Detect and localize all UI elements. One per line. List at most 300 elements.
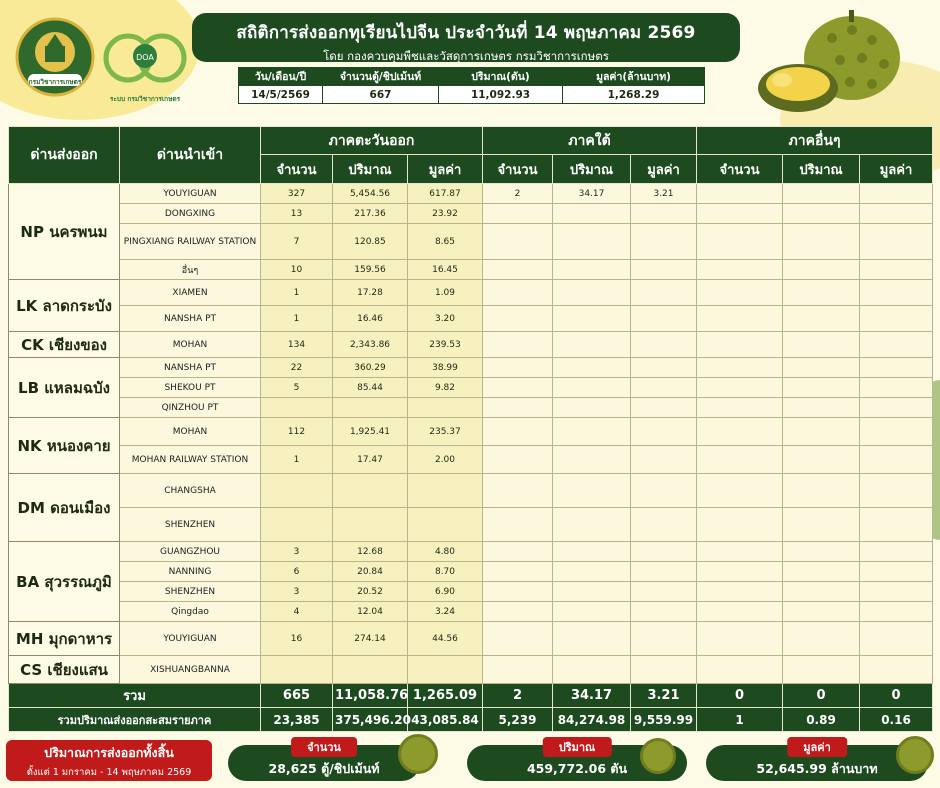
subheader-count: จำนวน [697,155,783,184]
value-cell [631,280,697,306]
count-cell [697,378,783,398]
value-cell [631,398,697,418]
volume-cell [783,656,860,684]
volume-cell [333,398,408,418]
department-logo [14,16,96,98]
count-cell [261,508,333,542]
export-port-name: NK หนองคาย [9,418,120,474]
value-cell [408,398,483,418]
value-cell [408,656,483,684]
table-row [9,306,933,332]
count-cell [697,280,783,306]
subheader-value: มูลค่า [408,155,483,184]
count-cell: 16 [261,622,333,656]
volume-cell: 1,925.41 [333,418,408,446]
ytd-value-value: 52,645.99 ล้านบาท [756,761,878,776]
table-row [9,332,933,358]
subheader-count: จำนวน [483,155,553,184]
ytd-value-pill [706,741,928,781]
table-row [9,602,933,622]
import-port-name: NANSHA PT [120,358,261,378]
count-cell: 327 [261,184,333,204]
export-port-name: CK เชียงของ [9,332,120,358]
value-cell [860,204,933,224]
page-title: สถิติการส่งออกทุเรียนไปจีน ประจำวันที่ 14 พฤษภาคม 2569 [236,23,696,43]
value-cell [860,622,933,656]
value-cell: 8.70 [408,562,483,582]
total-label: รวม [9,684,261,708]
cumulative-cell: 375,496.20 [333,708,408,732]
import-port-name: XIAMEN [120,280,261,306]
total-cell: 665 [261,684,333,708]
count-cell [483,358,553,378]
volume-cell: 17.28 [333,280,408,306]
volume-cell [553,224,631,260]
volume-cell [783,622,860,656]
count-cell [697,358,783,378]
volume-cell [553,418,631,446]
value-cell [860,656,933,684]
value-cell [860,224,933,260]
summary-date-header: วัน/เดือน/ปี [239,68,323,86]
count-cell: 6 [261,562,333,582]
summary-containers-header: จำนวนตู้/ชิปเม้นท์ [323,68,439,86]
table-row [9,446,933,474]
count-cell [483,474,553,508]
durian-icon [398,734,438,774]
daily-summary-table [238,67,705,104]
count-cell [483,204,553,224]
count-cell [697,398,783,418]
table-row [9,582,933,602]
summary-volume: 11,092.93 [439,86,563,104]
volume-cell [553,474,631,508]
summary-value-header: มูลค่า(ล้านบาท) [563,68,705,86]
value-cell [631,332,697,358]
count-cell [697,260,783,280]
value-cell [860,418,933,446]
count-cell [697,224,783,260]
table-row [9,280,933,306]
volume-cell: 274.14 [333,622,408,656]
import-port-name: NANNING [120,562,261,582]
value-cell [631,260,697,280]
count-cell [697,204,783,224]
count-cell: 1 [261,280,333,306]
volume-cell [553,508,631,542]
subheader-volume: ปริมาณ [333,155,408,184]
value-cell [631,378,697,398]
volume-cell [553,204,631,224]
volume-cell: 159.56 [333,260,408,280]
export-port-name: MH มุกดาหาร [9,622,120,656]
import-port-name: SHENZHEN [120,582,261,602]
value-cell [631,542,697,562]
total-cell: 0 [697,684,783,708]
value-cell: 44.56 [408,622,483,656]
count-cell [483,542,553,562]
cumulative-label: รวมปริมาณส่งออกสะสมรายภาค [9,708,261,732]
value-cell: 16.45 [408,260,483,280]
table-row [9,398,933,418]
value-cell: 38.99 [408,358,483,378]
import-port-name: GUANGZHOU [120,542,261,562]
value-cell [631,306,697,332]
import-port-name: MOHAN [120,418,261,446]
import-port-name: SHENZHEN [120,508,261,542]
ytd-box [6,740,212,781]
summary-date: 14/5/2569 [239,86,323,104]
summary-containers: 667 [323,86,439,104]
count-cell [483,260,553,280]
count-cell [483,398,553,418]
volume-cell: 85.44 [333,378,408,398]
count-cell: 4 [261,602,333,622]
count-cell [483,418,553,446]
volume-cell [553,656,631,684]
volume-cell [783,306,860,332]
count-cell [697,446,783,474]
count-cell: 1 [261,446,333,474]
count-cell [483,224,553,260]
count-cell: 10 [261,260,333,280]
volume-cell [783,508,860,542]
value-cell [860,280,933,306]
count-cell: 13 [261,204,333,224]
total-cell: 3.21 [631,684,697,708]
import-port-name: MOHAN [120,332,261,358]
ytd-range: ตั้งแต่ 1 มกราคม - 14 พฤษภาคม 2569 [26,767,192,778]
value-cell: 8.65 [408,224,483,260]
import-port-name: YOUYIGUAN [120,184,261,204]
volume-cell: 5,454.56 [333,184,408,204]
count-cell [697,562,783,582]
volume-cell: 17.47 [333,446,408,474]
volume-cell: 120.85 [333,224,408,260]
total-row [9,684,933,708]
ytd-volume-value: 459,772.06 ตัน [526,761,628,776]
ytd-count-value: 28,625 ตู้/ชิปเม้นท์ [268,761,380,776]
import-port-name: MOHAN RAILWAY STATION [120,446,261,474]
value-cell [631,224,697,260]
svg-text:DOA: DOA [136,53,154,62]
table-row [9,204,933,224]
count-cell [697,582,783,602]
count-cell [261,656,333,684]
export-port-name: NP นครพนม [9,184,120,280]
count-cell [697,306,783,332]
anniversary-logo [102,30,188,103]
volume-cell [553,562,631,582]
table-row [9,656,933,684]
count-cell [483,332,553,358]
count-cell: 112 [261,418,333,446]
count-cell [483,378,553,398]
value-cell [631,446,697,474]
table-row [9,378,933,398]
value-cell [408,508,483,542]
volume-cell [783,332,860,358]
durian-icon [640,738,676,774]
header-export-port: ด่านส่งออก [9,127,120,184]
count-cell: 22 [261,358,333,378]
count-cell [483,508,553,542]
value-cell: 9.82 [408,378,483,398]
import-port-name: XISHUANGBANNA [120,656,261,684]
count-cell: 3 [261,542,333,562]
count-cell [483,280,553,306]
value-cell: 235.37 [408,418,483,446]
count-cell: 5 [261,378,333,398]
volume-cell [783,358,860,378]
volume-cell [553,602,631,622]
value-cell [631,474,697,508]
count-cell [697,418,783,446]
cumulative-cell: 9,559.99 [631,708,697,732]
count-cell [697,622,783,656]
header-region-other: ภาคอื่นๆ [697,127,933,155]
value-cell: 23.92 [408,204,483,224]
ytd-volume-tag: ปริมาณ [543,737,612,757]
value-cell: 239.53 [408,332,483,358]
volume-cell [783,562,860,582]
subheader-value: มูลค่า [631,155,697,184]
count-cell [697,184,783,204]
volume-cell [553,582,631,602]
value-cell [860,474,933,508]
value-cell [631,204,697,224]
value-cell: 4.80 [408,542,483,562]
subheader-volume: ปริมาณ [553,155,631,184]
volume-cell [333,656,408,684]
count-cell [697,474,783,508]
count-cell [483,622,553,656]
table-row [9,474,933,508]
header-region-south: ภาคใต้ [483,127,697,155]
value-cell: 3.20 [408,306,483,332]
value-cell [631,602,697,622]
volume-cell [553,378,631,398]
table-row [9,418,933,446]
ytd-title: ปริมาณการส่งออกทั้งสิ้น [44,745,174,760]
count-cell [697,602,783,622]
value-cell [860,602,933,622]
table-row [9,224,933,260]
volume-cell: 12.68 [333,542,408,562]
value-cell [860,184,933,204]
ytd-count-pill [228,741,420,781]
value-cell [860,582,933,602]
value-cell: 3.21 [631,184,697,204]
anniversary-logo-text: ระบบ กรมวิชาการเกษตร [109,95,181,103]
volume-cell [553,622,631,656]
table-row [9,622,933,656]
value-cell [631,582,697,602]
count-cell: 7 [261,224,333,260]
import-port-name: อื่นๆ [120,260,261,280]
count-cell: 1 [261,306,333,332]
value-cell [860,562,933,582]
volume-cell [783,418,860,446]
volume-cell [783,474,860,508]
volume-cell: 12.04 [333,602,408,622]
count-cell: 134 [261,332,333,358]
total-cell: 11,058.76 [333,684,408,708]
value-cell [860,306,933,332]
cumulative-cell: 23,385 [261,708,333,732]
export-port-name: DM ดอนเมือง [9,474,120,542]
durian-icon [896,736,934,774]
count-cell [483,582,553,602]
import-port-name: PINGXIANG RAILWAY STATION [120,224,261,260]
count-cell [697,542,783,562]
value-cell [860,358,933,378]
summary-volume-header: ปริมาณ(ตัน) [439,68,563,86]
table-row [9,542,933,562]
count-cell: 2 [483,184,553,204]
export-port-name: CS เชียงแสน [9,656,120,684]
volume-cell [553,260,631,280]
header-region-east: ภาคตะวันออก [261,127,483,155]
count-cell [483,562,553,582]
value-cell [631,562,697,582]
volume-cell: 360.29 [333,358,408,378]
value-cell [631,358,697,378]
total-cell: 34.17 [553,684,631,708]
export-port-name: BA สุวรรณภูมิ [9,542,120,622]
import-port-name: DONGXING [120,204,261,224]
value-cell [860,260,933,280]
total-cell: 1,265.09 [408,684,483,708]
value-cell: 1.09 [408,280,483,306]
volume-cell [783,582,860,602]
subheader-count: จำนวน [261,155,333,184]
volume-cell [553,446,631,474]
volume-cell [553,358,631,378]
export-statistics-table [8,126,933,732]
value-cell [631,508,697,542]
volume-cell [333,474,408,508]
value-cell [860,378,933,398]
total-cell: 0 [860,684,933,708]
cumulative-row [9,708,933,732]
count-cell [483,446,553,474]
import-port-name: Qingdao [120,602,261,622]
import-port-name: SHEKOU PT [120,378,261,398]
import-port-name: CHANGSHA [120,474,261,508]
volume-cell [783,398,860,418]
count-cell [697,332,783,358]
volume-cell: 34.17 [553,184,631,204]
cumulative-cell: 1 [697,708,783,732]
value-cell [860,542,933,562]
cumulative-cell: 5,239 [483,708,553,732]
value-cell: 2.00 [408,446,483,474]
count-cell [261,474,333,508]
summary-value: 1,268.29 [563,86,705,104]
table-body [9,184,933,684]
value-cell [860,332,933,358]
table-row [9,260,933,280]
volume-cell [553,398,631,418]
value-cell [631,622,697,656]
page-subtitle: โดย กองควบคุมพืชและวัสดุการเกษตร กรมวิชาการเกษตร [323,49,609,63]
volume-cell [783,260,860,280]
total-cell: 2 [483,684,553,708]
count-cell: 3 [261,582,333,602]
value-cell [631,418,697,446]
department-logo-text: กรมวิชาการเกษตร [28,78,82,86]
import-port-name: NANSHA PT [120,306,261,332]
import-port-name: QINZHOU PT [120,398,261,418]
subheader-value: มูลค่า [860,155,933,184]
volume-cell: 20.52 [333,582,408,602]
subheader-volume: ปริมาณ [783,155,860,184]
volume-cell [783,224,860,260]
volume-cell: 2,343.86 [333,332,408,358]
export-port-name: LB แหลมฉบัง [9,358,120,418]
volume-cell [553,542,631,562]
cumulative-cell: 84,274.98 [553,708,631,732]
value-cell: 6.90 [408,582,483,602]
count-cell [483,656,553,684]
volume-cell [553,280,631,306]
volume-cell [783,602,860,622]
cumulative-cell: 0.16 [860,708,933,732]
value-cell [860,446,933,474]
ytd-count-tag: จำนวน [291,737,357,757]
table-row [9,508,933,542]
ytd-value-tag: มูลค่า [787,737,847,757]
value-cell: 617.87 [408,184,483,204]
volume-cell: 20.84 [333,562,408,582]
import-port-name: YOUYIGUAN [120,622,261,656]
volume-cell [783,280,860,306]
durian-illustration [752,8,912,118]
table-row [9,562,933,582]
table-row [9,184,933,204]
volume-cell [783,446,860,474]
value-cell: 3.24 [408,602,483,622]
cumulative-cell: 0.89 [783,708,860,732]
volume-cell: 16.46 [333,306,408,332]
count-cell [697,656,783,684]
value-cell [631,656,697,684]
volume-cell [783,184,860,204]
volume-cell [783,204,860,224]
volume-cell [333,508,408,542]
count-cell [261,398,333,418]
header-import-port: ด่านนำเข้า [120,127,261,184]
value-cell [408,474,483,508]
volume-cell [553,332,631,358]
volume-cell: 217.36 [333,204,408,224]
value-cell [860,398,933,418]
table-header-row [9,127,933,155]
count-cell [483,602,553,622]
table-row [9,358,933,378]
volume-cell [553,306,631,332]
count-cell [697,508,783,542]
total-cell: 0 [783,684,860,708]
title-banner [192,13,740,62]
volume-cell [783,378,860,398]
value-cell [860,508,933,542]
cumulative-cell: 43,085.84 [408,708,483,732]
count-cell [483,306,553,332]
volume-cell [783,542,860,562]
export-port-name: LK ลาดกระบัง [9,280,120,332]
